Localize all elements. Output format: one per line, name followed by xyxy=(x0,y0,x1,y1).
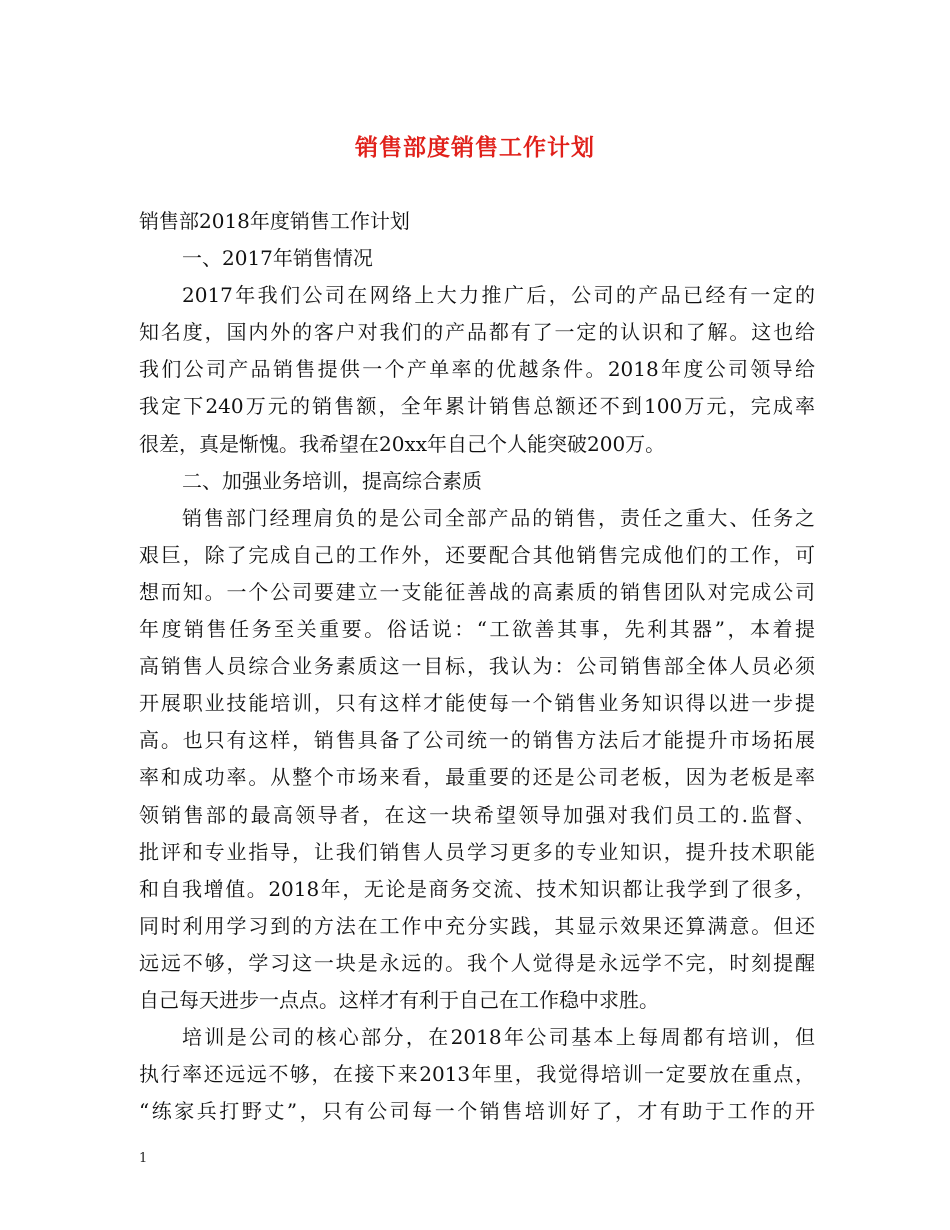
paragraph-line: 知名度，国内外的客户对我们的产品都有了一定的认识和了解。这也给 xyxy=(139,320,815,345)
paragraph-line: 很差，真是惭愧。我希望在20xx年自己个人能突破200万。 xyxy=(139,431,666,456)
paragraph-line: 年度销售任务至关重要。俗话说：“工欲善其事，先利其器”，本着提 xyxy=(139,617,815,642)
document-subtitle: 销售部2018年度销售工作计划 xyxy=(139,209,410,233)
paragraph-line: 率和成功率。从整个市场来看，最重要的还是公司老板，因为老板是率 xyxy=(139,765,815,790)
paragraph-line: 批评和专业指导，让我们销售人员学习更多的专业知识，提升技术职能 xyxy=(139,839,815,864)
paragraph-line: 想而知。一个公司要建立一支能征善战的高素质的销售团队对完成公司 xyxy=(139,579,815,604)
paragraph-line: “练家兵打野丈”，只有公司每一个销售培训好了，才有助于工作的开 xyxy=(139,1099,815,1124)
paragraph-line: 2017年我们公司在网络上大力推广后，公司的产品已经有一定的 xyxy=(182,283,815,308)
paragraph-line: 培训是公司的核心部分，在2018年公司基本上每周都有培训，但 xyxy=(182,1025,815,1050)
paragraph-line: 自己每天进步一点点。这样才有利于自己在工作稳中求胜。 xyxy=(139,987,659,1012)
paragraph-line: 我定下240万元的销售额，全年累计销售总额还不到100万元，完成率 xyxy=(139,394,815,419)
page-number: 1 xyxy=(139,1151,148,1166)
paragraph-line: 领销售部的最高领导者，在这一块希望领导加强对我们员工的.监督、 xyxy=(139,802,815,827)
paragraph-line: 远远不够，学习这一块是永远的。我个人觉得是永远学不完，时刻提醒 xyxy=(139,950,815,975)
paragraph xyxy=(139,1019,815,1130)
paragraph-line: 销售部门经理肩负的是公司全部产品的销售，责任之重大、任务之 xyxy=(182,505,815,530)
paragraph-line: 执行率还远远不够，在接下来2013年里，我觉得培训一定要放在重点， xyxy=(139,1062,815,1087)
paragraph-line: 同时利用学习到的方法在工作中充分实践，其显示效果还算满意。但还 xyxy=(139,913,815,938)
paragraph xyxy=(139,277,815,462)
document-body xyxy=(139,203,815,1130)
paragraph-line: 高。也只有这样，销售具备了公司统一的销售方法后才能提升市场拓展 xyxy=(139,728,815,753)
section-heading: 一、2017年销售情况 xyxy=(182,246,373,271)
paragraph-line: 我们公司产品销售提供一个产单率的优越条件。2018年度公司领导给 xyxy=(139,357,815,382)
paragraph-line: 和自我增值。2018年，无论是商务交流、技术知识都让我学到了很多， xyxy=(139,876,815,901)
document-title: 销售部度销售工作计划 xyxy=(355,134,595,161)
paragraph-line: 开展职业技能培训，只有这样才能使每一个销售业务知识得以进一步提 xyxy=(139,691,815,716)
paragraph xyxy=(139,500,815,1019)
paragraph-line: 艰巨，除了完成自己的工作外，还要配合其他销售完成他们的工作，可 xyxy=(139,542,815,567)
section-heading: 二、加强业务培训，提高综合素质 xyxy=(182,468,482,493)
paragraph-line: 高销售人员综合业务素质这一目标，我认为：公司销售部全体人员必须 xyxy=(139,654,815,679)
